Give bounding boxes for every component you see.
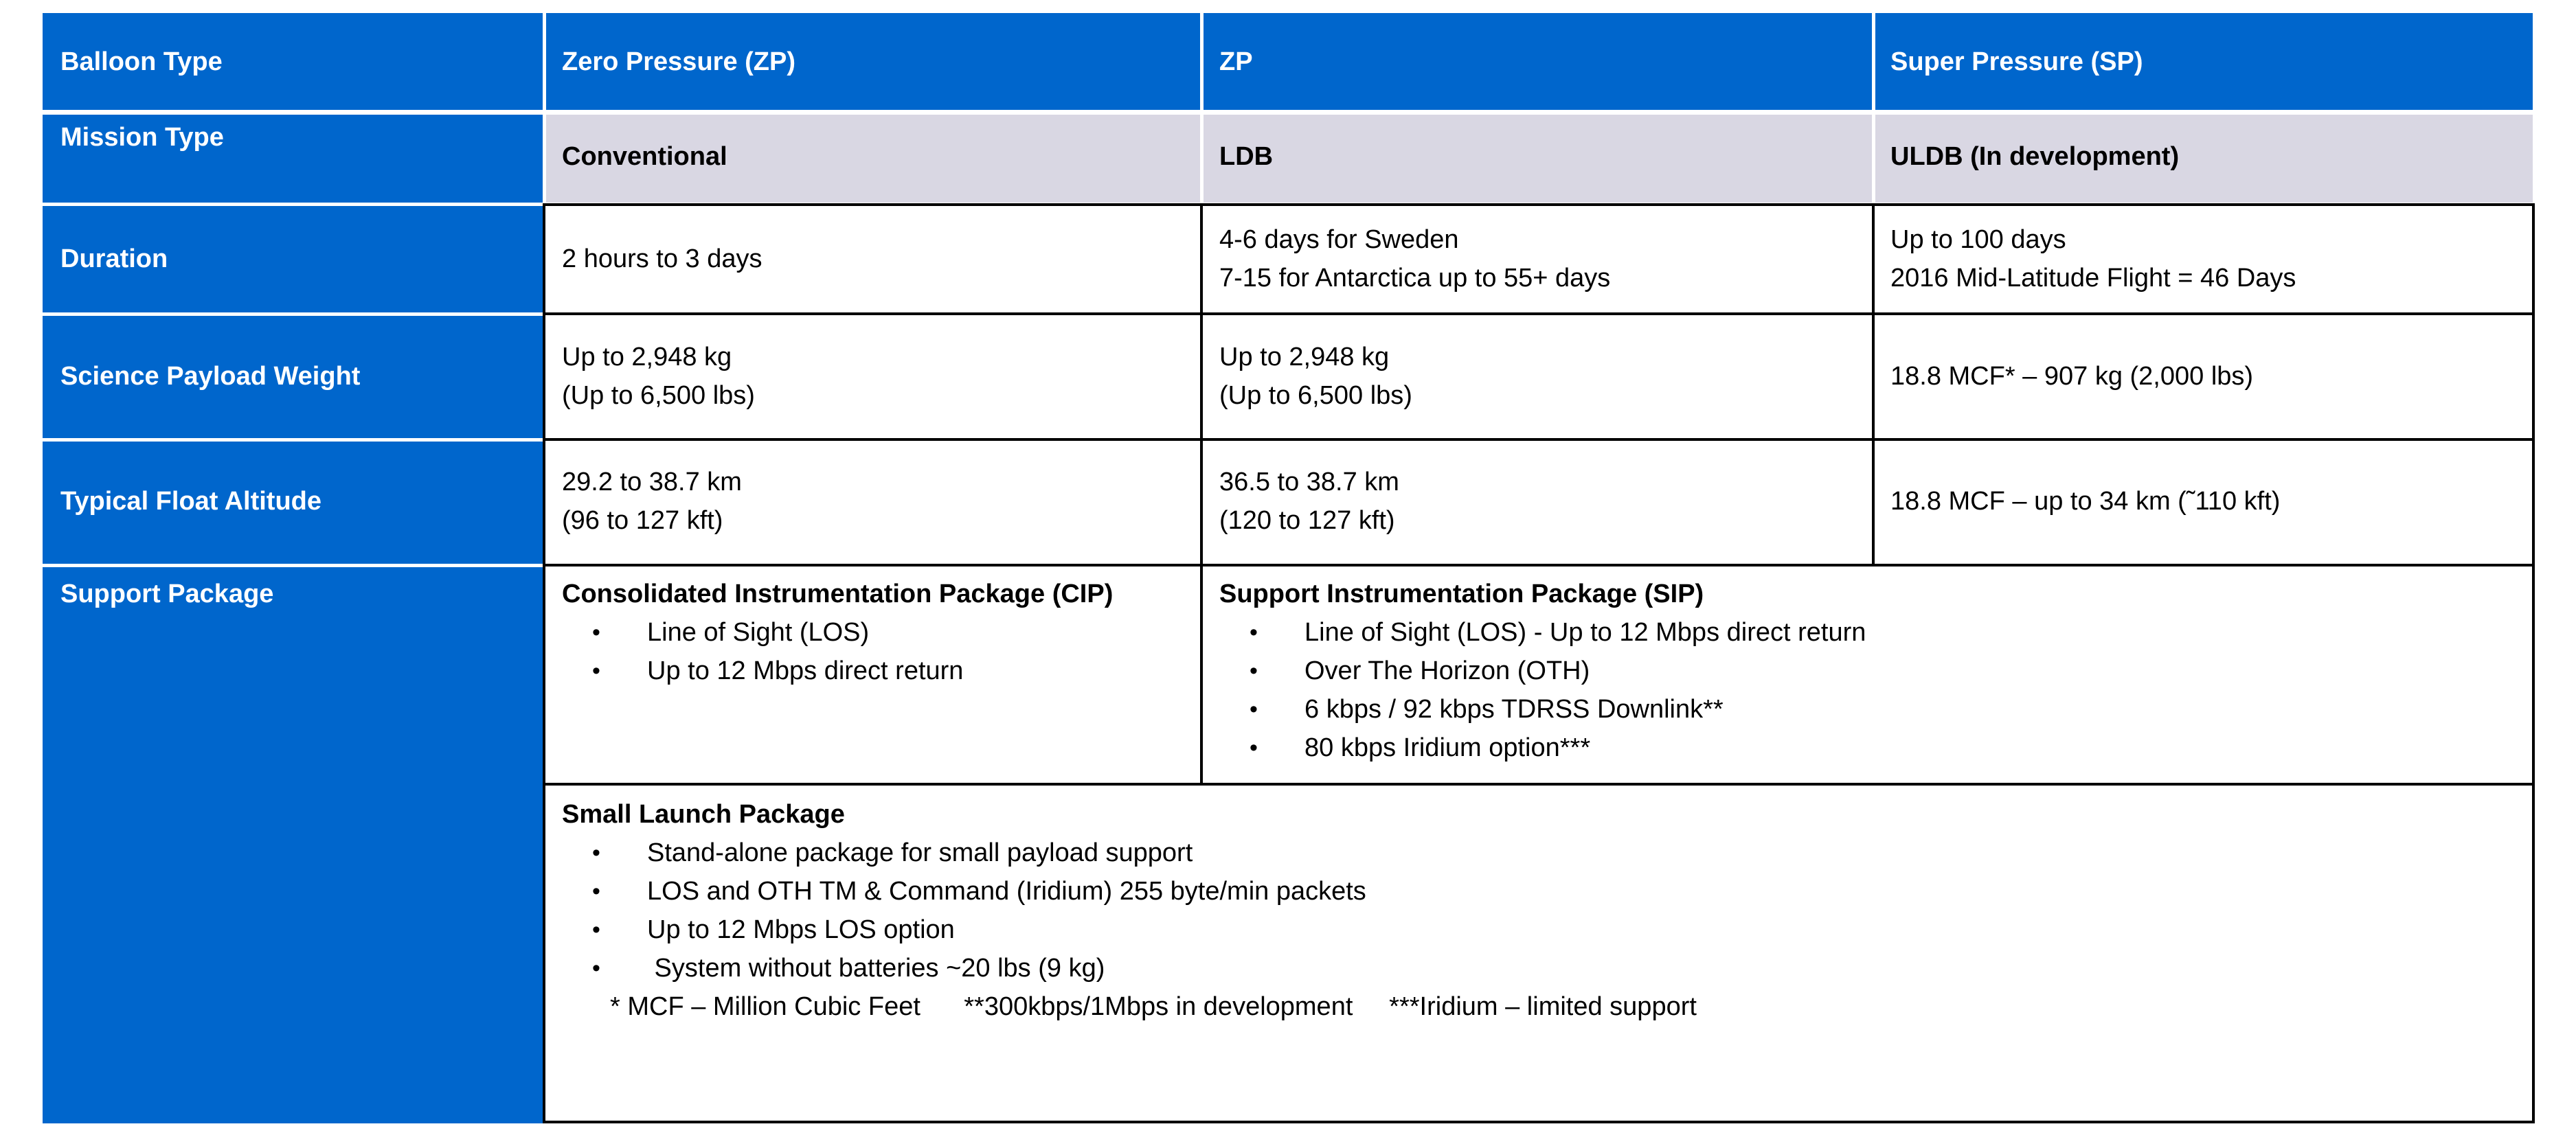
duration-zp: 2 hours to 3 days	[562, 244, 762, 273]
header-zp: ZP	[1219, 47, 1253, 76]
payload-zp-line2: (Up to 6,500 lbs)	[562, 381, 755, 410]
header-divider	[1200, 13, 1204, 110]
altitude-zp-line1: 29.2 to 38.7 km	[562, 468, 742, 496]
list-item: • 6 kbps / 92 kbps TDRSS Downlink**	[1201, 690, 1866, 729]
altitude-zp-line2: (96 to 127 kft)	[562, 506, 723, 535]
altitude-ldb-line2: (120 to 127 kft)	[1219, 506, 1395, 535]
list-item: • Stand-alone package for small payload support	[544, 834, 1697, 872]
cip-title: Consolidated Instrumentation Package (CIP)	[562, 580, 1114, 608]
altitude-ldb-line1: 36.5 to 38.7 km	[1219, 468, 1399, 496]
slp-list	[544, 834, 1697, 987]
list-item: • 80 kbps Iridium option***	[1201, 729, 1866, 767]
cip-list	[544, 613, 1113, 690]
list-item: • Up to 12 Mbps LOS option	[544, 911, 1697, 949]
mission-uldb: ULDB (In development)	[1890, 142, 2180, 171]
mission-divider	[1872, 115, 1875, 203]
payload-ldb-line2: (Up to 6,500 lbs)	[1219, 381, 1412, 410]
header-balloon-type: Balloon Type	[60, 47, 223, 76]
grid-v	[2532, 203, 2535, 1123]
label-float-altitude: Typical Float Altitude	[60, 487, 322, 516]
header-divider	[543, 13, 546, 110]
list-item: • Line of Sight (LOS) - Up to 12 Mbps direct return	[1201, 613, 1866, 652]
label-support-package: Support Package	[60, 580, 274, 608]
header-divider	[1872, 13, 1875, 110]
mission-row	[546, 115, 2533, 203]
mission-conventional: Conventional	[562, 142, 727, 171]
altitude-sp: 18.8 MCF – up to 34 km (˜110 kft)	[1890, 487, 2281, 516]
sip-list	[1201, 613, 1866, 767]
grid-h	[543, 564, 2535, 566]
payload-sp: 18.8 MCF* – 907 kg (2,000 lbs)	[1890, 362, 2254, 391]
header-row	[43, 13, 2533, 110]
grid-h	[543, 1121, 2535, 1123]
list-item: • LOS and OTH TM & Command (Iridium) 255 byte/min packets	[544, 872, 1697, 911]
slp-block	[562, 795, 1697, 1026]
label-duration: Duration	[60, 244, 168, 273]
list-item: • Line of Sight (LOS)	[544, 613, 1113, 652]
duration-ldb-line2: 7-15 for Antarctica up to 55+ days	[1219, 264, 1611, 293]
sip-title: Support Instrumentation Package (SIP)	[1219, 580, 1704, 608]
duration-sp-line1: Up to 100 days	[1890, 225, 2066, 254]
list-item: • Up to 12 Mbps direct return	[544, 652, 1113, 690]
header-super-pressure: Super Pressure (SP)	[1890, 47, 2143, 76]
payload-zp-line1: Up to 2,948 kg	[562, 343, 732, 371]
header-zero-pressure: Zero Pressure (ZP)	[562, 47, 795, 76]
grid-h	[543, 438, 2535, 441]
slp-title: Small Launch Package	[562, 800, 845, 829]
duration-sp-line2: 2016 Mid-Latitude Flight = 46 Days	[1890, 264, 2296, 293]
sip-block	[1219, 575, 1866, 767]
grid-h	[543, 312, 2535, 315]
list-item: • Over The Horizon (OTH)	[1201, 652, 1866, 690]
duration-ldb-line1: 4-6 days for Sweden	[1219, 225, 1459, 254]
list-item: • System without batteries ~20 lbs (9 kg)	[544, 949, 1697, 987]
mission-divider	[1200, 115, 1204, 203]
grid-h	[543, 783, 2535, 786]
label-mission-type: Mission Type	[60, 123, 224, 152]
footnote: * MCF – Million Cubic Feet **300kbps/1Mbps in development ***Iridium – limited support	[610, 992, 1697, 1021]
label-payload-weight: Science Payload Weight	[60, 362, 361, 391]
mission-ldb: LDB	[1219, 142, 1274, 171]
grid-v	[1872, 203, 1875, 566]
payload-ldb-line1: Up to 2,948 kg	[1219, 343, 1390, 371]
grid-h	[543, 203, 2535, 206]
cip-block	[562, 575, 1113, 690]
row-label-support	[43, 567, 543, 1123]
